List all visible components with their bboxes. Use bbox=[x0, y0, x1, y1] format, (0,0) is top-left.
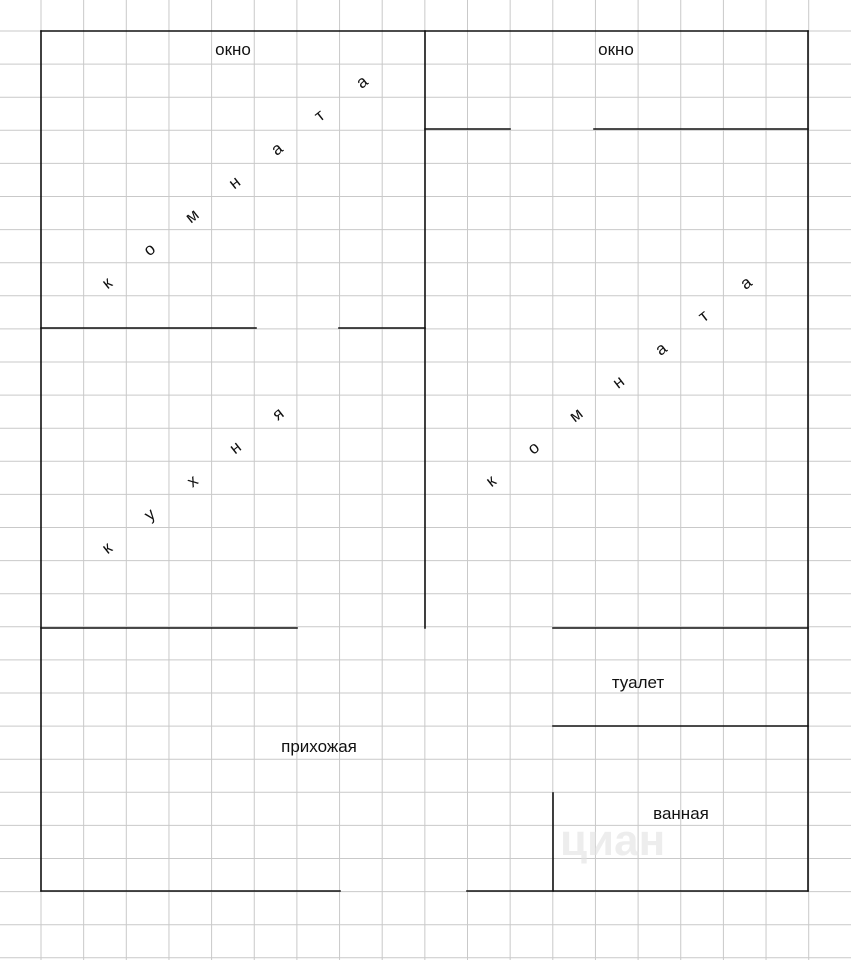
label-letter: т bbox=[310, 105, 329, 126]
label-letter: м bbox=[181, 204, 203, 228]
label-letter: у bbox=[140, 504, 159, 525]
label-letter: н bbox=[225, 437, 245, 458]
label-letter: а bbox=[267, 138, 287, 160]
label-window-right: окно bbox=[598, 40, 634, 59]
label-letter: а bbox=[736, 272, 756, 294]
label-letter: н bbox=[224, 172, 245, 193]
watermark: циан bbox=[560, 816, 666, 865]
label-room-left bbox=[98, 71, 372, 292]
label-window-left: окно bbox=[215, 40, 251, 59]
label-bathroom: ванная bbox=[653, 804, 709, 823]
label-letter: я bbox=[268, 403, 288, 425]
label-letter: м bbox=[565, 403, 587, 427]
label-letter: о bbox=[139, 239, 160, 260]
label-letter: к bbox=[98, 273, 116, 293]
label-letter: н bbox=[608, 371, 629, 393]
label-letter: к bbox=[482, 471, 500, 491]
label-toilet: туалет bbox=[611, 673, 665, 692]
label-hall: прихожая bbox=[281, 737, 357, 756]
label-letter: к bbox=[98, 538, 116, 558]
label-letter: х bbox=[183, 470, 202, 492]
label-letter: а bbox=[651, 338, 671, 360]
label-room-right bbox=[482, 272, 756, 491]
label-letter: а bbox=[352, 71, 372, 93]
label-letter: т bbox=[694, 306, 713, 326]
label-letter: о bbox=[523, 437, 544, 459]
